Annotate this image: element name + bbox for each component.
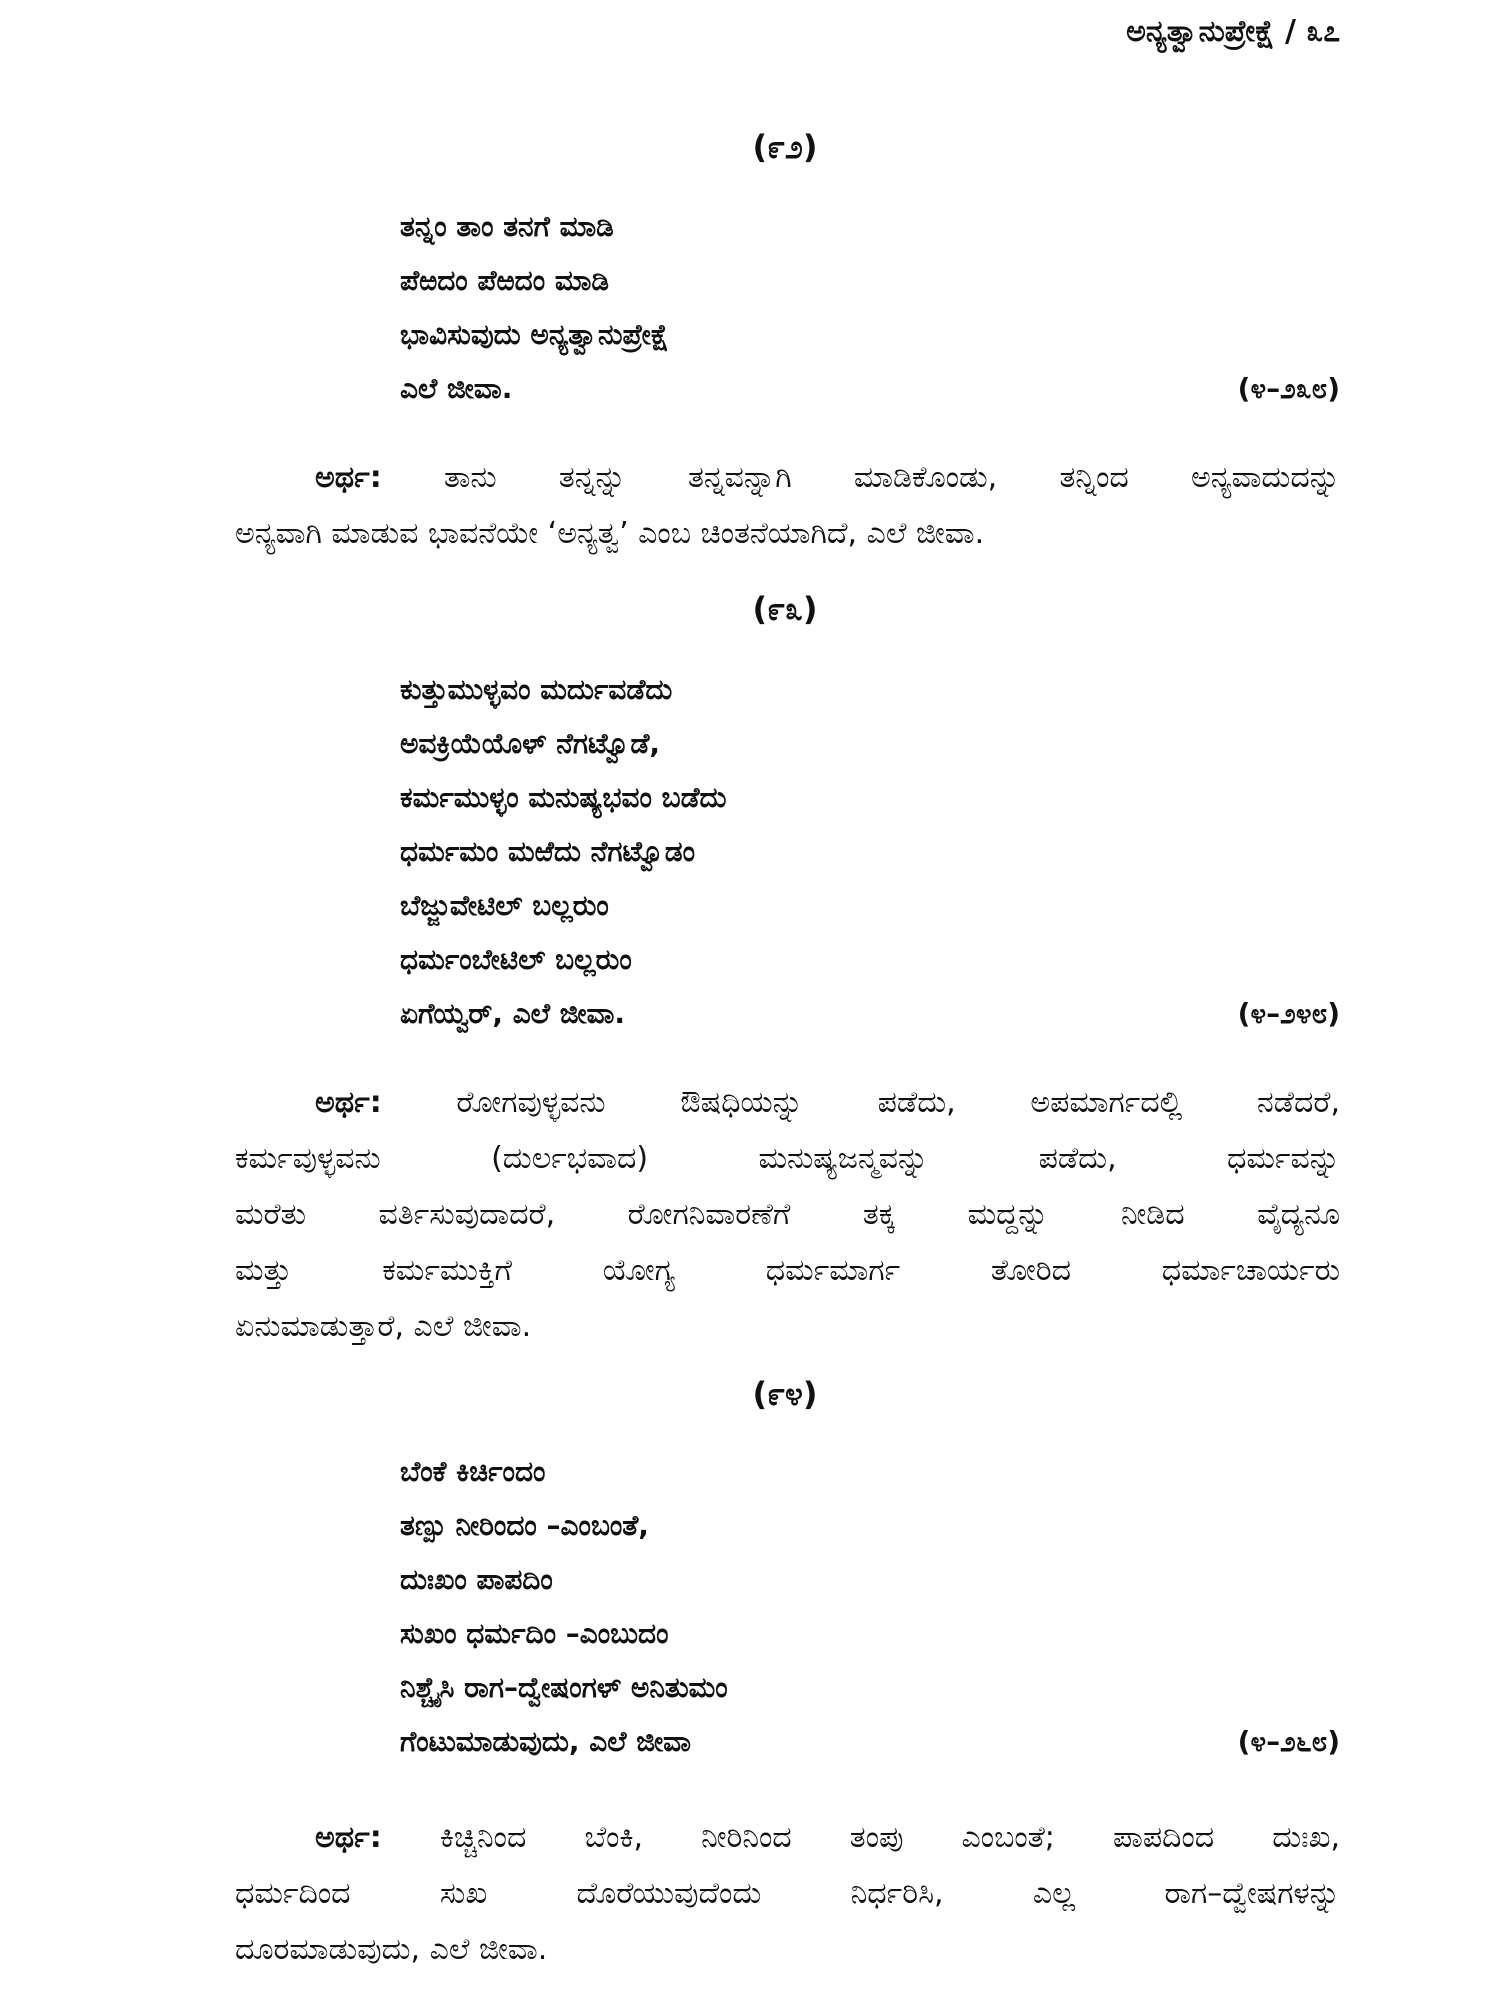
verse-line: ಕುತ್ತುಮುಳ್ಳವಂ ಮರ್ದುವಡೆದು xyxy=(400,673,673,706)
section-number-94: (೯೪) xyxy=(752,1375,818,1413)
running-header: ಅನ್ಯತ್ವಾನುಪ್ರೇಕ್ಷೆ / ೩೭ xyxy=(1126,14,1340,49)
meaning-text: ರೋಗವುಳ್ಳವನು ಔಷಧಿಯನ್ನು ಪಡೆದು, ಅಪಮಾರ್ಗದಲ್ಲಿ ನಡೆದರೆ, xyxy=(456,1085,1340,1120)
meaning-line: ಮತ್ತು ಕರ್ಮಮುಕ್ತಿಗೆ ಯೋಗ್ಯ ಧರ್ಮಮಾರ್ಗ ತೋರಿದ ಧರ್ಮಾಚಾರ್ಯರು xyxy=(235,1253,1340,1288)
meaning-92 xyxy=(235,450,1340,562)
meaning-line: ಮರೆತು ವರ್ತಿಸುವುದಾದರೆ, ರೋಗನಿವಾರಣೆಗೆ ತಕ್ಕ ಮದ್ದನ್ನು ನೀಡಿದ ವೈದ್ಯನೂ xyxy=(235,1197,1340,1232)
verse-line: ಭಾವಿಸುವುದು ಅನ್ಯತ್ವಾನುಪ್ರೇಕ್ಷೆ xyxy=(400,318,669,351)
verse-line-last xyxy=(400,987,1340,1041)
verse-reference: (೪–೨೪೮) xyxy=(1237,997,1340,1030)
meaning-line: ಏನುಮಾಡುತ್ತಾರೆ, ಎಲೆ ಜೀವಾ. xyxy=(235,1309,532,1344)
verse-92 xyxy=(400,200,1340,416)
verse-line-text: ಗೆಂಟುಮಾಡುವುದು, ಎಲೆ ಜೀವಾ xyxy=(400,1725,692,1758)
verse-reference: (೪–೨೩೮) xyxy=(1237,372,1340,405)
verse-line: ಪೆಱದಂ ಪೆಱದಂ ಮಾಡಿ xyxy=(400,264,610,297)
verse-line-text: ಏಗೆಯ್ವರ್, ಎಲೆ ಜೀವಾ. xyxy=(400,997,626,1030)
meaning-label: ಅರ್ಥ: xyxy=(315,1085,382,1120)
verse-line: ದುಃಖಂ ಪಾಪದಿಂ xyxy=(400,1563,553,1596)
section-number-92: (೯೨) xyxy=(752,128,818,166)
meaning-line xyxy=(235,450,1340,506)
meaning-line: ಧರ್ಮದಿಂದ ಸುಖ ದೊರೆಯುವುದೆಂದು ನಿರ್ಧರಿಸಿ, ಎಲ್ಲ ರಾಗ–ದ್ವೇಷಗಳನ್ನು xyxy=(235,1876,1340,1911)
meaning-line xyxy=(235,1075,1340,1131)
verse-line: ತಣ್ಪು ನೀರಿಂದಂ –ಎಂಬಂತೆ, xyxy=(400,1509,649,1542)
meaning-text: ಕಿಚ್ಚಿನಿಂದ ಬೆಂಕಿ, ನೀರಿನಿಂದ ತಂಪು ಎಂಬಂತೆ; ಪಾಪದಿಂದ ದುಃಖ, xyxy=(439,1820,1340,1855)
verse-line-text: ಎಲೆ ಜೀವಾ. xyxy=(400,372,513,405)
verse-93 xyxy=(400,663,1340,1041)
meaning-line xyxy=(235,1810,1340,1866)
meaning-line: ದೂರಮಾಡುವುದು, ಎಲೆ ಜೀವಾ. xyxy=(235,1932,548,1967)
meaning-94 xyxy=(235,1810,1340,1978)
verse-line: ಬೆಜ್ಜುವೇಟಿಲ್ ಬಲ್ಲರುಂ xyxy=(400,889,609,922)
verse-line: ಧರ್ಮಂಬೇಟಿಲ್ ಬಲ್ಲರುಂ xyxy=(400,943,632,976)
verse-line: ಸುಖಂ ಧರ್ಮದಿಂ –ಎಂಬುದಂ xyxy=(400,1617,669,1650)
verse-line: ಅವಕ್ರಿಯೆಯೊಳ್ ನೆಗಟ್ವೊಡೆ, xyxy=(400,727,660,760)
verse-line: ಧರ್ಮಮಂ ಮಱೆದು ನೆಗಟ್ವೊಡಂ xyxy=(400,835,696,868)
meaning-label: ಅರ್ಥ: xyxy=(315,1820,382,1855)
meaning-93 xyxy=(235,1075,1340,1355)
verse-line: ಬೆಂಕೆ ಕಿರ್ಚಿಂದಂ xyxy=(400,1455,546,1488)
verse-reference: (೪–೨೬೮) xyxy=(1237,1725,1340,1758)
verse-line: ನಿಶ್ಚೈಸಿ ರಾಗ–ದ್ವೇಷಂಗಳ್ ಅನಿತುಮಂ xyxy=(400,1671,728,1704)
section-number-93: (೯೩) xyxy=(752,590,818,628)
verse-line: ಕರ್ಮಮುಳ್ಳಂ ಮನುಷ್ಯಭವಂ ಬಡೆದು xyxy=(400,781,727,814)
meaning-text: ತಾನು ತನ್ನನ್ನು ತನ್ನವನ್ನಾಗಿ ಮಾಡಿಕೊಂಡು, ತನ್ನಿಂದ ಅನ್ಯವಾದುದನ್ನು xyxy=(443,460,1340,495)
meaning-line: ಕರ್ಮವುಳ್ಳವನು (ದುರ್ಲಭವಾದ) ಮನುಷ್ಯಜನ್ಮವನ್ನು ಪಡೆದು, ಧರ್ಮವನ್ನು xyxy=(235,1141,1340,1176)
verse-line-last xyxy=(400,1715,1340,1769)
meaning-line: ಅನ್ಯವಾಗಿ ಮಾಡುವ ಭಾವನೆಯೇ ‘ಅನ್ಯತ್ವ’ ಎಂಬ ಚಿಂತನೆಯಾಗಿದೆ, ಎಲೆ ಜೀವಾ. xyxy=(235,516,985,551)
verse-line: ತನ್ನಂ ತಾಂ ತನಗೆ ಮಾಡಿ xyxy=(400,210,614,243)
verse-94 xyxy=(400,1445,1340,1769)
meaning-label: ಅರ್ಥ: xyxy=(315,460,382,495)
verse-line-last xyxy=(400,362,1340,416)
